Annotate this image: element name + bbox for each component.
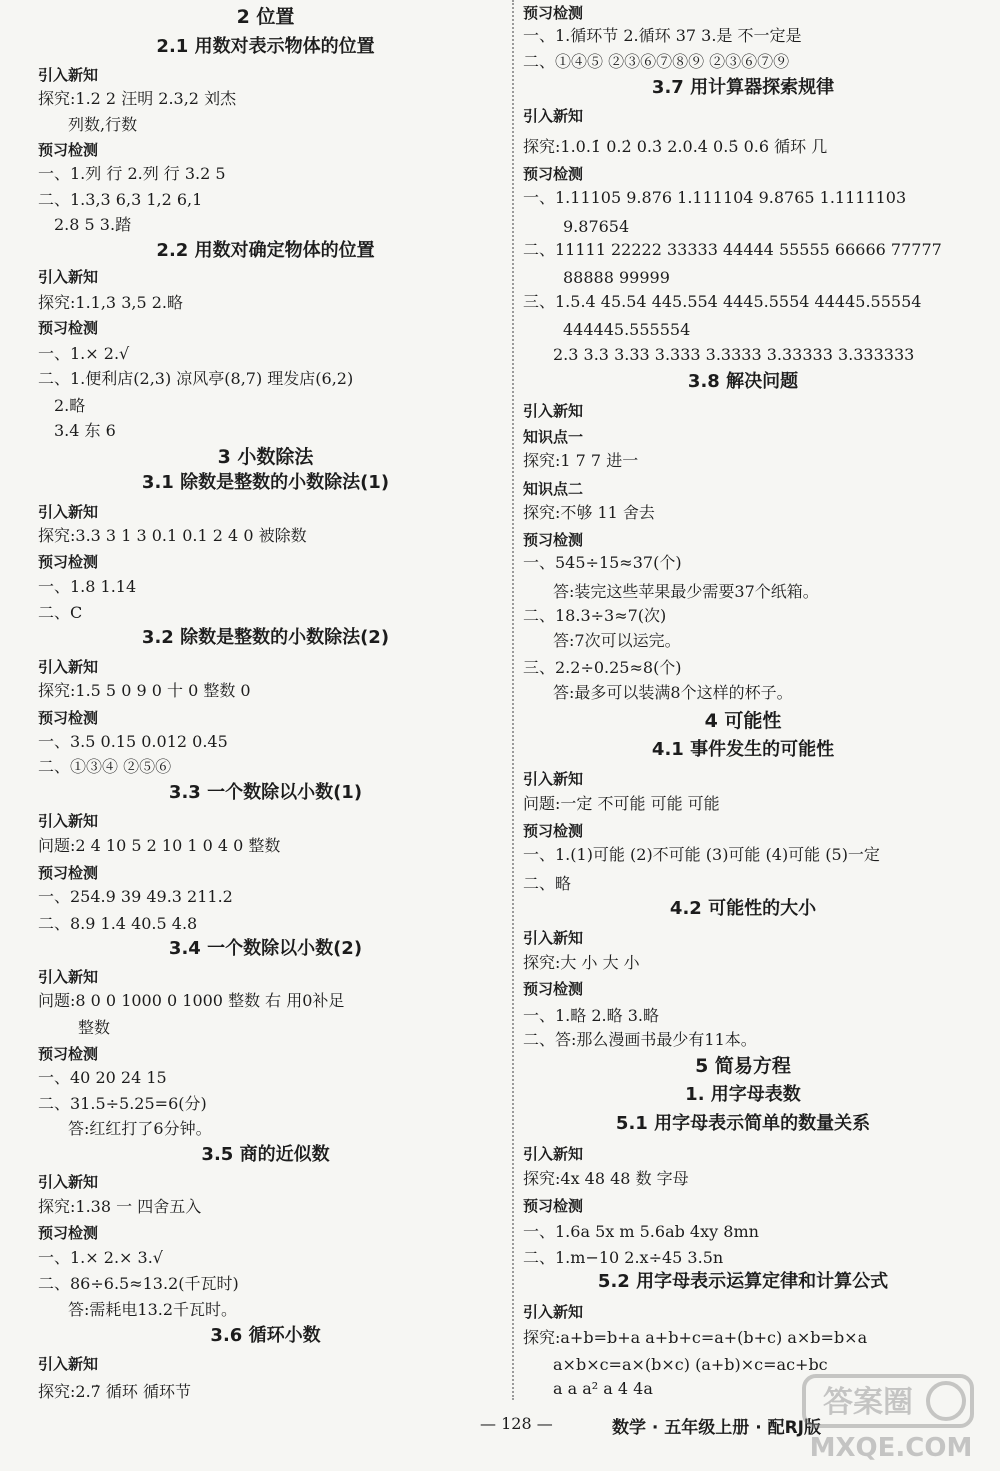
answer-line: 二、8.9 1.4 40.5 4.8: [38, 914, 198, 933]
subsection-label: 预习检测: [523, 980, 584, 998]
answer-line: 一、1.列 行 2.列 行 3.2 5: [38, 164, 226, 183]
section-heading: 3.6 循环小数: [210, 1325, 321, 1346]
answer-line: 一、1.× 2.× 3.√: [38, 1248, 163, 1267]
section-heading: 5.2 用字母表示运算定律和计算公式: [597, 1271, 889, 1292]
watermark-logo: [796, 1372, 986, 1464]
answer-line: 探究:1.38 一 四舍五入: [38, 1197, 202, 1216]
subsection-label: 预习检测: [38, 1224, 99, 1242]
chapter-heading: 2 位置: [236, 6, 295, 28]
answer-line: 二、1.3,3 6,3 1,2 6,1: [38, 190, 203, 209]
answer-line: 9.87654: [563, 217, 630, 236]
answer-line: 探究:不够 11 舍去: [523, 503, 655, 522]
answer-line: 一、1.11105 9.876 1.111104 9.8765 1.1111103: [523, 188, 907, 207]
answer-line: 答:装完这些苹果最少需要37个纸箱。: [553, 582, 819, 601]
answer-line: 二、略: [523, 874, 572, 893]
answer-line: 答:需耗电13.2千瓦时。: [68, 1300, 238, 1319]
answer-line: 2.略: [54, 396, 86, 415]
answer-line: 444445.555554: [563, 320, 691, 339]
section-heading: 3.3 一个数除以小数(1): [168, 782, 363, 803]
page-number: — 128 —: [480, 1414, 553, 1433]
section-heading: 2.1 用数对表示物体的位置: [156, 36, 375, 57]
watermark-text-1: 答案圈: [823, 1385, 913, 1420]
section-heading: 1. 用字母表数: [685, 1084, 801, 1105]
answer-line: 答:7次可以运完。: [553, 631, 681, 650]
answer-line: 二、11111 22222 33333 44444 55555 66666 77777: [523, 240, 942, 259]
section-heading: 4.2 可能性的大小: [669, 898, 817, 919]
subsection-label: 预习检测: [523, 4, 584, 22]
answer-line: 探究:1.5 5 0 9 0 十 0 整数 0: [38, 681, 251, 700]
answer-line: 二、C: [38, 603, 83, 622]
subsection-label: 引入新知: [523, 1303, 584, 1321]
answer-line: 探究:1.0.1̇ 0.2̇ 0.3̇ 2.0.4̇ 0.5̇ 0.6̇ 循环 几: [523, 137, 828, 156]
answer-line: 一、1.循环节 2.循环 37 3.是 不一定是: [523, 26, 802, 45]
subsection-label: 引入新知: [38, 812, 99, 830]
section-heading: 3.5 商的近似数: [201, 1144, 330, 1165]
answer-line: 二、1.m−10 2.x÷45 3.5n: [523, 1248, 724, 1267]
subsection-label: 引入新知: [523, 929, 584, 947]
subsection-label: 预习检测: [523, 822, 584, 840]
subsection-label: 预习检测: [38, 1045, 99, 1063]
answer-line: a×b×c=a×(b×c) (a+b)×c=ac+bc: [553, 1355, 828, 1374]
subsection-label: 引入新知: [38, 1173, 99, 1191]
subsection-label: 知识点二: [523, 480, 584, 498]
answer-line: 探究:1.1,3 3,5 2.略: [38, 293, 183, 312]
subsection-label: 引入新知: [38, 968, 99, 986]
subsection-label: 引入新知: [523, 107, 584, 125]
answer-line: 一、1.略 2.略 3.略: [523, 1006, 659, 1025]
answer-line: 一、3.5 0.15 0.012 0.45: [38, 732, 228, 751]
answer-line: 二、31.5÷5.25=6(分): [38, 1094, 207, 1113]
answer-line: 探究:1 7 7 进一: [523, 451, 639, 470]
answer-line: 探究:4x 48 48 数 字母: [523, 1169, 689, 1188]
answer-line: 问题:2 4 10 5 2 10 1 0 4 0 整数: [38, 836, 281, 855]
answer-line: 88888 99999: [563, 268, 670, 287]
watermark-text-2: MXQE.COM: [809, 1433, 973, 1463]
answer-line: 一、1.(1)可能 (2)不可能 (3)可能 (4)可能 (5)一定: [523, 845, 880, 864]
answer-line: 2.3 3.3 3.33 3.333 3.3333 3.33333 3.333333: [553, 345, 915, 364]
subsection-label: 预习检测: [38, 553, 99, 571]
answer-line: 列数,行数: [68, 115, 138, 134]
answer-line: 二、86÷6.5≈13.2(千瓦时): [38, 1274, 239, 1293]
answer-line: 一、545÷15≈37(个): [523, 553, 682, 572]
section-heading: 5.1 用字母表示简单的数量关系: [615, 1113, 871, 1134]
answer-line: 3.4 东 6: [54, 421, 116, 440]
column-divider: [512, 0, 514, 1400]
chapter-heading: 5 简易方程: [695, 1055, 791, 1077]
section-heading: 3.8 解决问题: [687, 371, 799, 392]
section-heading: 2.2 用数对确定物体的位置: [156, 240, 375, 261]
answer-line: 三、2.2÷0.25≈8(个): [523, 658, 682, 677]
answer-line: 一、1.× 2.√: [38, 344, 130, 363]
section-heading: 3.4 一个数除以小数(2): [168, 938, 363, 959]
answer-line: 一、1.8 1.14: [38, 577, 137, 596]
section-heading: 3.1 除数是整数的小数除法(1): [141, 472, 390, 493]
answer-line: 二、答:那么漫画书最少有11本。: [523, 1030, 757, 1049]
answer-line: 二、1.便利店(2,3) 凉风亭(8,7) 理发店(6,2): [38, 369, 354, 388]
answer-line: 二、①④⑤ ②③⑥⑦⑧⑨ ②③⑥⑦⑨: [523, 52, 790, 71]
answer-line: 2.8 5 3.踏: [54, 215, 132, 234]
book-subject: 数学 · 五年级上册 · 配RJ版: [612, 1418, 822, 1438]
subsection-label: 预习检测: [38, 319, 99, 337]
subsection-label: 预习检测: [38, 709, 99, 727]
subsection-label: 引入新知: [38, 1355, 99, 1373]
subsection-label: 引入新知: [38, 66, 99, 84]
subsection-label: 预习检测: [523, 1197, 584, 1215]
section-heading: 3.2 除数是整数的小数除法(2): [141, 627, 390, 648]
subsection-label: 预习检测: [38, 141, 99, 159]
answer-line: 探究:3.3 3 1 3 0.1 0.1 2 4 0 被除数: [38, 526, 307, 545]
answer-line: 一、254.9 39 49.3 211.2: [38, 887, 233, 906]
chapter-heading: 3 小数除法: [217, 446, 314, 468]
subsection-label: 预习检测: [523, 165, 584, 183]
answer-line: 一、40 20 24 15: [38, 1068, 167, 1087]
answer-line: 整数: [78, 1018, 111, 1037]
answer-line: a a a² a 4 4a: [553, 1379, 653, 1398]
answer-line: 问题:8 0 0 1000 0 1000 整数 右 用0补足: [38, 991, 345, 1010]
answer-line: 探究:a+b=b+a a+b+c=a+(b+c) a×b=b×a: [523, 1328, 868, 1347]
answer-line: 问题:一定 不可能 可能 可能: [523, 794, 720, 813]
answer-line: 答:最多可以装满8个这样的杯子。: [553, 683, 793, 702]
answer-line: 一、1.6a 5x m 5.6ab 4xy 8mn: [523, 1222, 759, 1241]
subsection-label: 预习检测: [523, 531, 584, 549]
subsection-label: 引入新知: [523, 402, 584, 420]
subsection-label: 知识点一: [523, 428, 584, 446]
subsection-label: 引入新知: [38, 268, 99, 286]
answer-line: 二、18.3÷3≈7(次): [523, 606, 667, 625]
chapter-heading: 4 可能性: [704, 710, 782, 732]
subsection-label: 引入新知: [38, 658, 99, 676]
subsection-label: 引入新知: [523, 770, 584, 788]
section-heading: 4.1 事件发生的可能性: [651, 739, 835, 760]
section-heading: 3.7 用计算器探索规律: [651, 77, 835, 98]
subsection-label: 引入新知: [523, 1145, 584, 1163]
answer-line: 二、①③④ ②⑤⑥: [38, 757, 172, 776]
answer-line: 探究:1.2 2 汪明 2.3,2 刘杰: [38, 89, 237, 108]
answer-line: 三、1.5.4 45.54 445.554 4445.5554 44445.55554: [523, 292, 922, 311]
answer-line: 探究:大 小 大 小: [523, 953, 640, 972]
subsection-label: 引入新知: [38, 503, 99, 521]
answer-line: 探究:2.7̇ 循环 循环节: [38, 1382, 192, 1401]
answer-line: 答:红红打了6分钟。: [68, 1119, 212, 1138]
subsection-label: 预习检测: [38, 864, 99, 882]
